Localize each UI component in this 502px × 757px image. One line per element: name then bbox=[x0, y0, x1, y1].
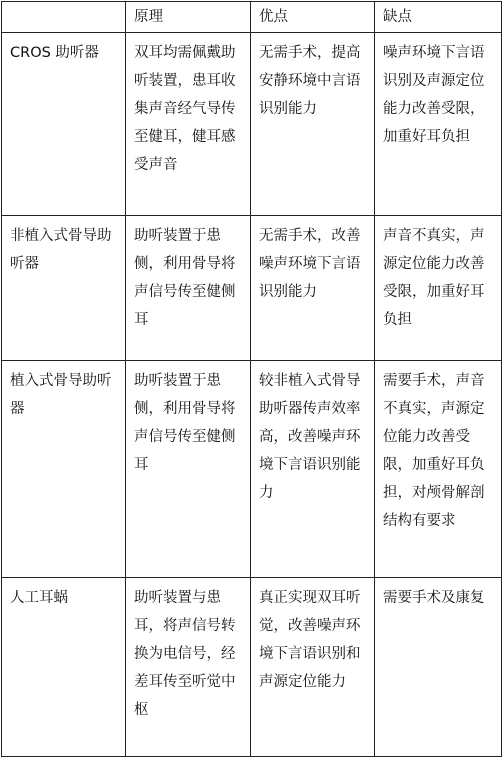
principle-cell: 助听装置于患侧，利用骨导将声信号传至健侧耳 bbox=[126, 361, 251, 578]
advantages-cell: 较非植入式骨导助听器传声效率高，改善噪声环境下言语识别能力 bbox=[251, 361, 375, 578]
table-row bbox=[2, 361, 502, 578]
advantages-cell: 真正实现双耳听觉，改善噪声环境下言语识别和声源定位能力 bbox=[251, 578, 375, 757]
header-cell-device bbox=[2, 2, 126, 33]
device-name-cell: 植入式骨导助听器 bbox=[2, 361, 126, 578]
advantages-cell: 无需手术，提高安静环境中言语识别能力 bbox=[251, 33, 375, 216]
header-cell-disadvantages: 缺点 bbox=[375, 2, 502, 33]
table-row bbox=[2, 33, 502, 216]
comparison-table bbox=[1, 1, 502, 757]
advantages-cell: 无需手术，改善噪声环境下言语识别能力 bbox=[251, 216, 375, 361]
disadvantages-cell: 需要手术及康复 bbox=[375, 578, 502, 757]
header-cell-advantages: 优点 bbox=[251, 2, 375, 33]
disadvantages-cell: 需要手术，声音不真实，声源定位能力改善受限，加重好耳负担，对颅骨解剖结构有要求 bbox=[375, 361, 502, 578]
table-header-row bbox=[2, 2, 502, 33]
device-name-cell: CROS 助听器 bbox=[2, 33, 126, 216]
disadvantages-cell: 声音不真实，声源定位能力改善受限，加重好耳负担 bbox=[375, 216, 502, 361]
device-name-cell: 人工耳蜗 bbox=[2, 578, 126, 757]
principle-cell: 助听装置与患耳，将声信号转换为电信号，经差耳传至听觉中枢 bbox=[126, 578, 251, 757]
device-name-cell: 非植入式骨导助听器 bbox=[2, 216, 126, 361]
principle-cell: 双耳均需佩戴助听装置，患耳收集声音经气导传至健耳，健耳感受声音 bbox=[126, 33, 251, 216]
header-cell-principle: 原理 bbox=[126, 2, 251, 33]
table-row bbox=[2, 578, 502, 757]
table-row bbox=[2, 216, 502, 361]
disadvantages-cell: 噪声环境下言语识别及声源定位能力改善受限，加重好耳负担 bbox=[375, 33, 502, 216]
principle-cell: 助听装置于患侧，利用骨导将声信号传至健侧耳 bbox=[126, 216, 251, 361]
